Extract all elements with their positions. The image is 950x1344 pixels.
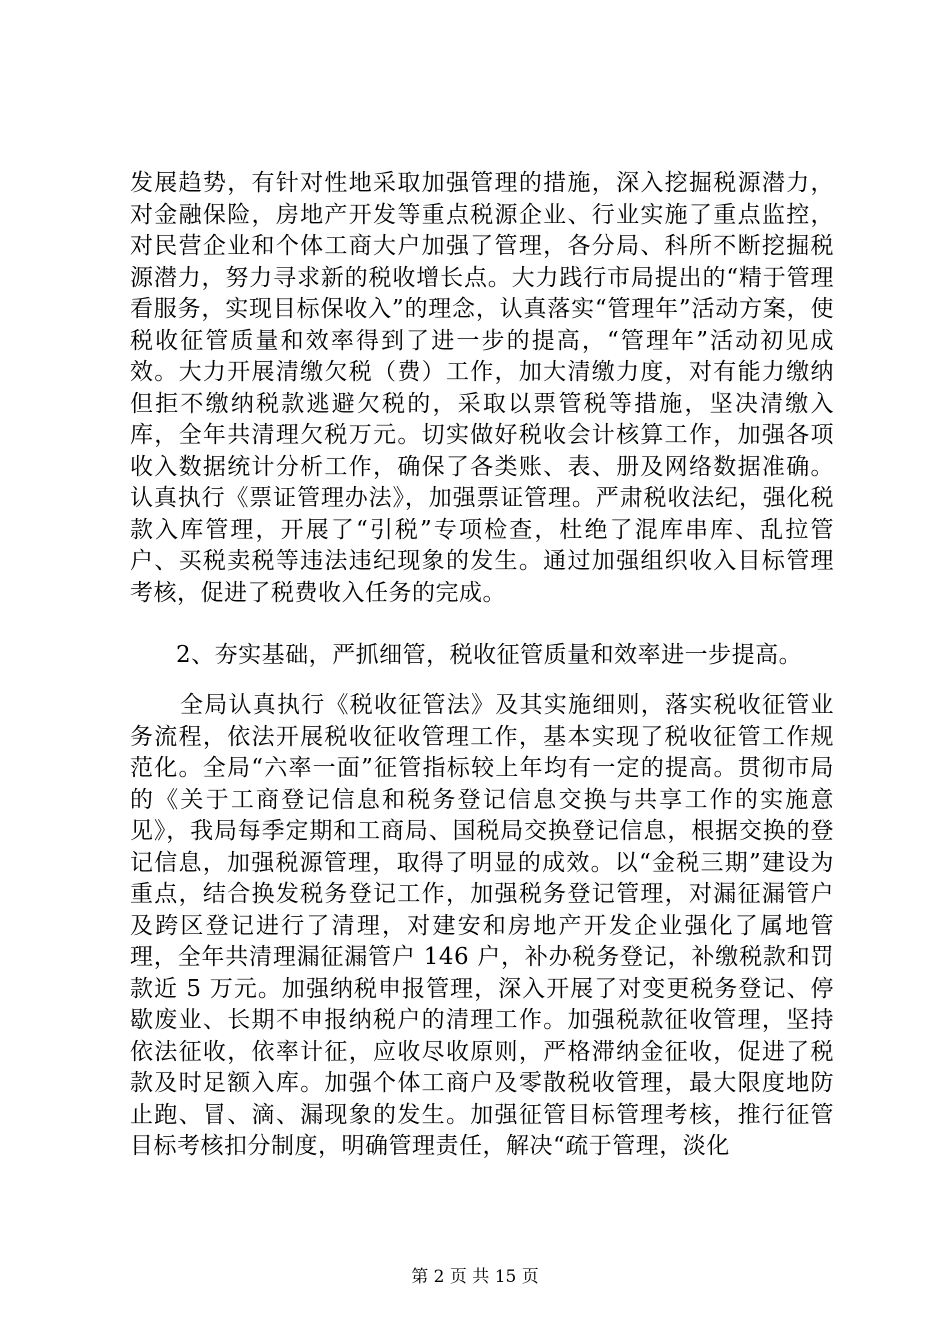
- body-paragraph: 全局认真执行《税收征管法》及其实施细则，落实税收征管业务流程，依法开展税收征收管理工作，基本实现了税收征管工作规范化。全局“六率一面”征管指标较上年均有一定的提高。贯彻市局的《关于工商登记信息和税务登记信息交换与共享工作的实施意见》，我局每季定期和工商局、国税局交换登记信息，根据交换的登记信息，加强税源管理，取得了明显的成效。以“金税三期”建设为重点，结合换发税务登记工作，加强税务登记管理，对漏征漏管户及跨区登记进行了清理，对建安和房地产开发企业强化了属地管理，全年共清理漏征漏管户 146 户，补办税务登记，补缴税款和罚款近 5 万元。加强纳税申报管理，深入开展了对变更税务登记、停歇废业、长期不申报纳税户的清理工作。加强税款征收管理，坚持依法征收，依率计征，应收尽收原则，严格滞纳金征收，促进了税款及时足额入库。加强个体工商户及零散税收管理，最大限度地防止跑、冒、滴、漏现象的发生。加强征管目标管理考核，推行征管目标考核扣分制度，明确管理责任，解决“疏于管理，淡化: [130, 692, 834, 1159]
- body-paragraph-continued: 发展趋势，有针对性地采取加强管理的措施，深入挖掘税源潜力，对金融保险，房地产开发等重点税源企业、行业实施了重点监控，对民营企业和个体工商大户加强了管理，各分局、科所不断挖掘税源潜力，努力寻求新的税收增长点。大力践行市局提出的“精于管理看服务，实现目标保收入”的理念，认真落实“管理年”活动方案，使税收征管质量和效率得到了进一步的提高，“管理年”活动初见成效。大力开展清缴欠税（费）工作，加大清缴力度，对有能力缴纳但拒不缴纳税款逃避欠税的，采取以票管税等措施，坚决清缴入库，全年共清理欠税万元。切实做好税收会计核算工作，加强各项收入数据统计分析工作，确保了各类账、表、册及网络数据准确。认真执行《票证管理办法》，加强票证管理。严肃税收法纪，强化税款入库管理，开展了“引税”专项检查，杜绝了混库串库、乱拉管户、买税卖税等违法违纪现象的发生。通过加强组织收入目标管理考核，促进了税费收入任务的完成。: [130, 170, 834, 606]
- page-number-footer: 第 2 页 共 15 页: [411, 1267, 539, 1287]
- section-heading: 2、夯实基础，严抓细管，税收征管质量和效率进一步提高。: [176, 642, 803, 668]
